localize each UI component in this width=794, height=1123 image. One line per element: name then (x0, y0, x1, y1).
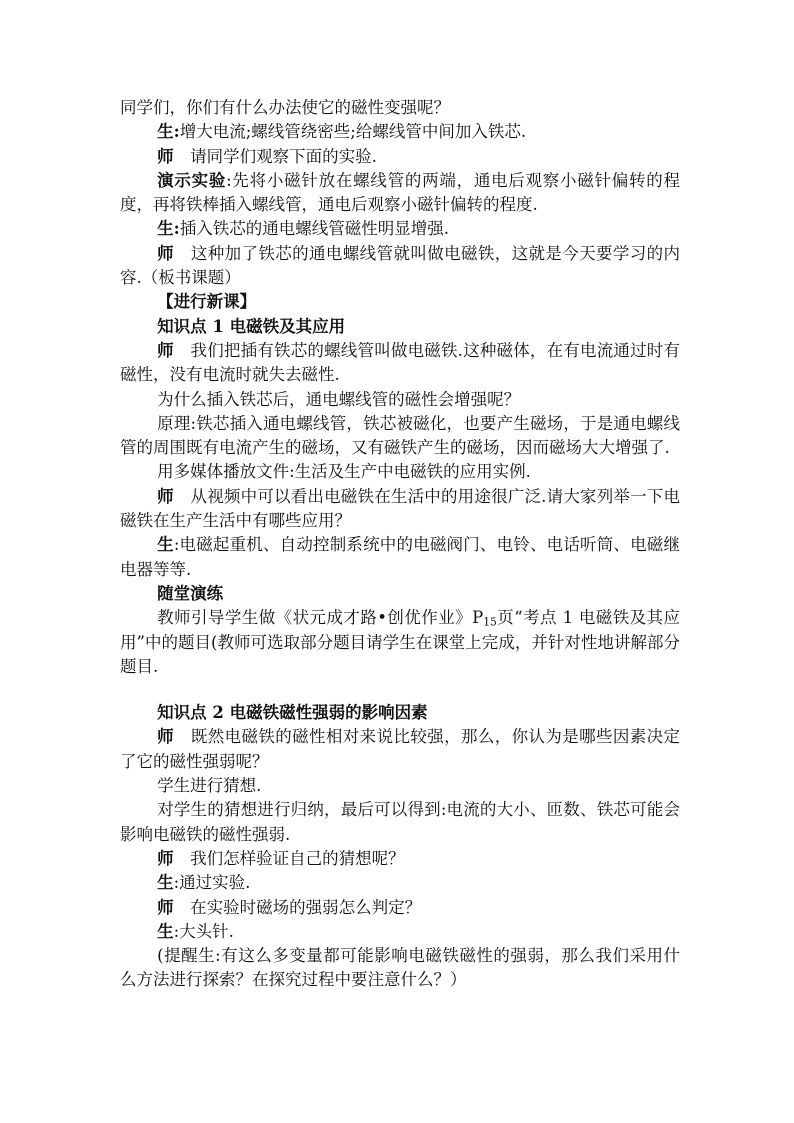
section-heading: 随堂演练 (157, 583, 224, 603)
paragraph: 同学们，你们有什么办法使它的磁性变强呢？ (120, 98, 450, 117)
speaker-label: 师 (157, 897, 174, 917)
paragraph: 生:增大电流;螺线管绕密些;给螺线管中间加入铁芯. (157, 122, 527, 142)
paragraph: 教师引导学生做《状元成才路•创优作业》$P_{15}$页“考点 1 电磁铁及其应用”中的题目(教师可选取部分题目请学生在课堂上完成，并针对性地讲解部分题目. (120, 608, 680, 676)
paragraph: 为什么插入铁芯后，通电螺线管的磁性会增强呢？ (157, 389, 521, 409)
lesson-text (120, 96, 680, 993)
section-heading: 知识点 1 电磁铁及其应用 (157, 316, 346, 336)
section-heading: 【进行新课】 (157, 292, 257, 312)
speaker-label: 师 (157, 243, 175, 263)
paragraph: 师 请同学们观察下面的实验. (157, 146, 377, 166)
paragraph: 原理:铁芯插入通电螺线管，铁芯被磁化，也要产生磁场，于是通电螺线管的周围既有电流产生的磁场，又有磁铁产生的磁场，因而磁场大大增强了. (120, 413, 680, 458)
section-heading: 知识点 2 电磁铁磁性强弱的影响因素 (157, 703, 428, 723)
paragraph: 用多媒体播放文件:生活及生产中电磁铁的应用实例. (157, 462, 531, 482)
speaker-label: 生 (157, 535, 174, 555)
paragraph: 师 我们怎样验证自己的猜想呢？ (157, 848, 405, 868)
paragraph: 生:电磁起重机、自动控制系统中的电磁阀门、电铃、电话听筒、电磁继电器等等. (120, 535, 680, 579)
speaker-label: 生: (157, 122, 180, 142)
paragraph: 师 我们把插有铁芯的螺线管叫做电磁铁.这种磁体，在有电流通过时有磁性，没有电流时就失去磁性. (120, 340, 681, 385)
paragraph: 师 既然电磁铁的磁性相对来说比较强，那么，你认为是哪些因素决定了它的磁性强弱呢？ (120, 727, 681, 771)
paragraph: 学生进行猜想. (157, 776, 262, 796)
speaker-label: 师 (157, 848, 174, 868)
section-label: 演示实验 (157, 170, 227, 190)
speaker-label: 师 (157, 727, 175, 747)
paragraph: 生:通过实验. (157, 873, 251, 893)
paragraph: 对学生的猜想进行归纳，最后可以得到:电流的大小、匝数、铁芯可能会影响电磁铁的磁性强弱. (120, 800, 680, 844)
page-subscript: 15 (483, 615, 497, 629)
paragraph: 师 这种加了铁芯的通电螺线管就叫做电磁铁，这就是今天要学习的内容.（板书课题） (120, 243, 681, 288)
paragraph: 师 在实验时磁场的强弱怎么判定？ (157, 897, 422, 917)
paragraph: (提醒生:有这么多变量都可能影响电磁铁磁性的强弱，那么我们采用什么方法进行探索？在探究过程中要注意什么？） (120, 946, 680, 990)
speaker-label: 师 (157, 146, 174, 166)
speaker-label: 师 (157, 340, 174, 360)
paragraph: 师 从视频中可以看出电磁铁在生活中的用途很广泛.请大家列举一下电磁铁在生产生活中有哪些应用？ (120, 486, 681, 531)
paragraph: 生:插入铁芯的通电螺线管磁性明显增强. (157, 219, 449, 239)
paragraph-gap (120, 679, 680, 701)
paragraph: 演示实验:先将小磁针放在螺线管的两端，通电后观察小磁针偏转的程度，再将铁棒插入螺线管，通电后观察小磁针偏转的程度. (120, 170, 681, 215)
paragraph: 生:大头针. (157, 921, 234, 941)
speaker-label: 生 (157, 873, 174, 893)
speaker-label: 师 (157, 486, 174, 506)
speaker-label: 生: (157, 219, 180, 239)
speaker-label: 生 (157, 921, 174, 941)
